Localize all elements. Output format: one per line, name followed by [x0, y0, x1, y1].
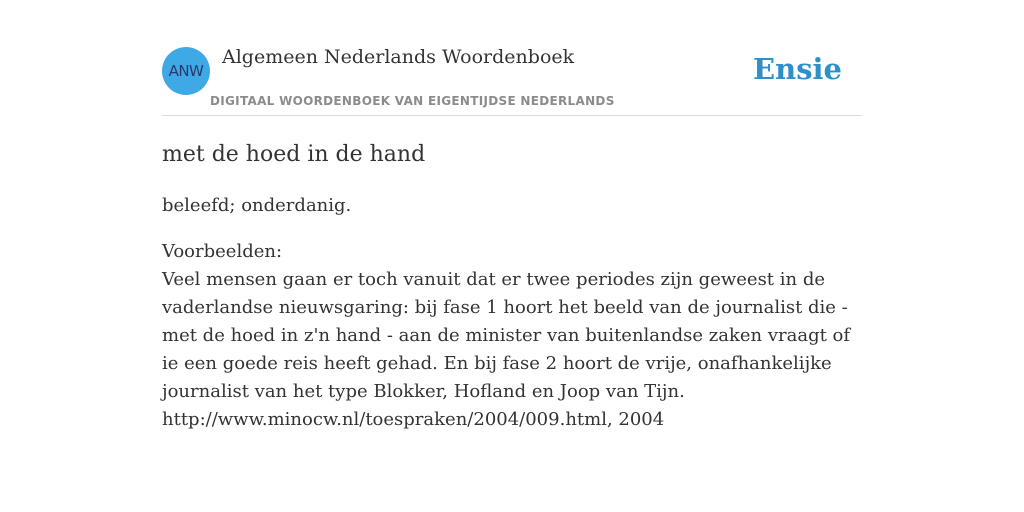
site-subtitle: DIGITAAL WOORDENBOEK VAN EIGENTIJDSE NEDERLANDS: [210, 94, 615, 108]
entry-definition: beleefd; onderdanig.: [162, 195, 352, 216]
example-text: Veel mensen gaan er toch vanuit dat er twee periodes zijn geweest in de vaderlandse nieuwsgaring: bij fase 1 hoort het beeld van de journalist die - met de hoed in z'n hand - aan de minister van buitenlandse zaken vraagt of ie een goede reis heeft gehad. En bij fase 2 hoort de vrije, onafhankelijke journalist van het type Blokker, Hofland en Joop van Tijn.: [162, 269, 851, 402]
entry-term: met de hoed in de hand: [162, 142, 426, 167]
examples-label: Voorbeelden:: [162, 241, 283, 262]
ensie-brand-logo[interactable]: Ensie: [753, 52, 842, 86]
examples-section: [162, 238, 862, 434]
site-title[interactable]: Algemeen Nederlands Woordenboek: [222, 46, 575, 68]
entry-content: [162, 140, 862, 434]
site-header: [162, 0, 862, 116]
anw-logo[interactable]: ANW: [162, 47, 210, 95]
example-source: http://www.minocw.nl/toespraken/2004/009.html, 2004: [162, 409, 665, 430]
